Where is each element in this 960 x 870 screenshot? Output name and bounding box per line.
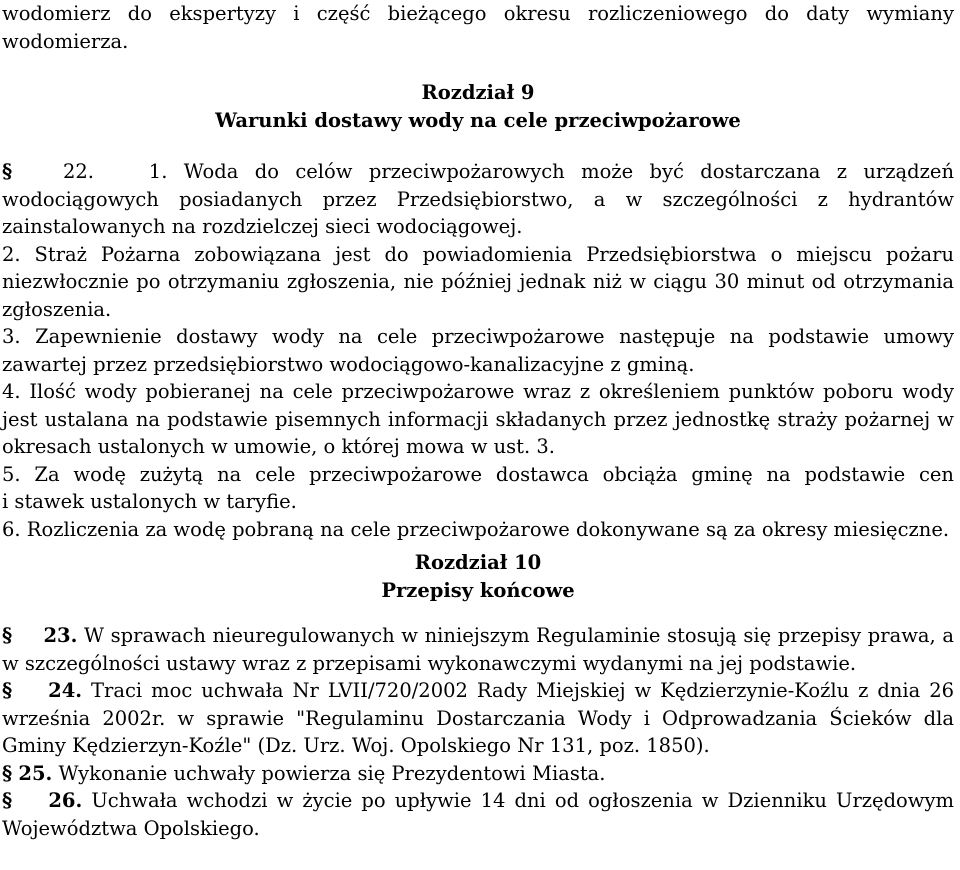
chapter-9-number: Rozdział 9 [421, 81, 535, 104]
paragraph-sign: § [2, 789, 13, 812]
chapter-10-number: Rozdział 10 [414, 551, 542, 574]
section-25-text: Wykonanie uchwały powierza się Prezydentowi Miasta. [58, 761, 606, 785]
chapter-9-title: Warunki dostawy wody na cele przeciwpożarowe [215, 108, 741, 132]
section-22-p1-text: Woda do celów przeciwpożarowych może być dostarczana z urządzeń wodociągowych posiadanych przez Przedsiębiorstwo, a w szczególności z hydrantów zainstalowanych na rozdzielczej sieci wodociągowej. [2, 160, 954, 238]
section-24-number: 24. [48, 679, 83, 702]
paragraph-sign: § [2, 160, 13, 183]
paragraph-sign: § [2, 761, 13, 785]
section-22-paragraph-5a: 5. Za wodę zużytą na cele przeciwpożarowe dostawca obciąża gminę na podstawie cen [2, 462, 954, 486]
section-26-text: Uchwała wchodzi w życie po upływie 14 dni od ogłoszenia w Dzienniku Urzędowym Województwa Opolskiego. [2, 789, 955, 840]
section-22-paragraph-1 [2, 158, 954, 241]
section-24 [2, 677, 954, 760]
spacer [2, 604, 954, 622]
section-22-paragraph-6: 6. Rozliczenia za wodę pobraną na cele przeciwpożarowe dokonywane są za okresy miesięczne. [2, 517, 950, 541]
chapter-10-title: Przepisy końcowe [381, 578, 575, 602]
section-22-paragraph-3: 3. Zapewnienie dostawy wody na cele przeciwpożarowe następuje na podstawie umowy zawartej przez przedsiębiorstwo wodociągowo-kanalizacyjne z gminą. [2, 325, 954, 376]
section-25-number: 25. [18, 761, 53, 785]
section-22-paragraph-2: 2. Straż Pożarna zobowiązana jest do powiadomienia Przedsiębiorstwa o miejscu pożaru niezwłocznie po otrzymaniu zgłoszenia, nie później jednak niż w ciągu 30 minut od otrzymania zgłoszenia. [2, 242, 954, 321]
section-22-paragraph-4: 4. Ilość wody pobieranej na cele przeciwpożarowe wraz z określeniem punktów poboru wody jest ustalana na podstawie pisemnych informacji składanych przez jednostkę straży pożarnej w okresach ustalonych w umowie, o której mowa w ust. 3. [2, 380, 954, 458]
intro-line-2: wodomierza. [2, 29, 129, 53]
section-23 [2, 622, 954, 677]
paragraph-sign: § [2, 624, 13, 647]
spacer [2, 134, 954, 158]
section-22-number: 22. [62, 160, 94, 183]
section-26-number: 26. [48, 789, 83, 812]
spacer [2, 55, 954, 79]
section-23-text: W sprawach nieuregulowanych w niniejszym Regulaminie stosują się przepisy prawa, a w szczególności ustawy wraz z przepisami wykonawczymi wydanymi na jej podstawie. [2, 624, 954, 675]
section-24-text: Traci moc uchwała Nr LVII/720/2002 Rady Miejskiej w Kędzierzynie-Koźlu z dnia 26 września 2002r. w sprawie "Regulaminu Dostarczania Wody i Odprowadzania Ścieków dla Gminy Kędzierzyn-Koźle" (Dz. Urz. Woj. Opolskiego Nr 131, poz. 1850). [2, 679, 955, 757]
section-23-number: 23. [43, 624, 78, 647]
intro-line-1: wodomierz do ekspertyzy i część bieżącego okresu rozliczeniowego do daty wymiany [2, 2, 954, 25]
section-26 [2, 787, 954, 842]
section-25 [2, 760, 954, 788]
section-22-paragraph-5b: i stawek ustalonych w taryfie. [2, 490, 297, 513]
paragraph-sign: § [2, 679, 13, 702]
section-22-p1-label: 1. [148, 160, 168, 183]
